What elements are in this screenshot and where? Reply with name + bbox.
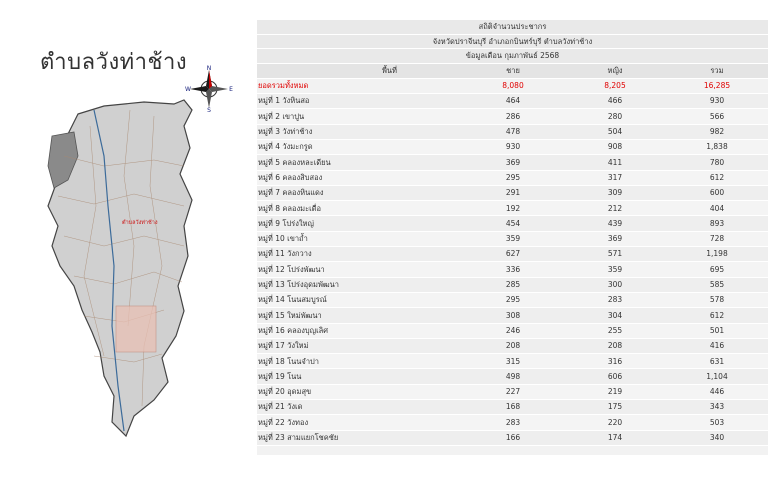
col-header-female: หญิง	[564, 63, 666, 78]
row-male: 930	[462, 139, 564, 154]
compass-e: E	[229, 86, 233, 93]
row-label: หมู่ที่ 8 คลองมะเดื่อ	[257, 201, 462, 216]
table-row	[257, 400, 768, 415]
table-row	[257, 247, 768, 262]
row-label: หมู่ที่ 2 เขาปูน	[257, 109, 462, 124]
row-total: 612	[666, 170, 768, 185]
row-label: หมู่ที่ 10 เขาถ้ำ	[257, 231, 462, 246]
map-area-label: ตำบลวังท่าช้าง	[122, 220, 158, 226]
population-table	[257, 20, 768, 455]
row-female: 316	[564, 354, 666, 369]
row-male: 308	[462, 308, 564, 323]
row-female: 606	[564, 369, 666, 384]
row-label: หมู่ที่ 16 คลองบุญเลิศ	[257, 323, 462, 338]
table-row	[257, 369, 768, 384]
row-male: 498	[462, 369, 564, 384]
row-female: 369	[564, 231, 666, 246]
row-total: 612	[666, 308, 768, 323]
row-total: 404	[666, 201, 768, 216]
row-label: หมู่ที่ 4 วังมะกรูด	[257, 139, 462, 154]
table-row	[257, 323, 768, 338]
compass-s: S	[207, 107, 211, 114]
table-row	[257, 292, 768, 307]
row-male: 478	[462, 124, 564, 139]
row-total: 780	[666, 155, 768, 170]
row-male: 246	[462, 323, 564, 338]
row-female: 300	[564, 277, 666, 292]
table-row	[257, 415, 768, 430]
table-subtitle: จังหวัดปราจีนบุรี อำเภอกบินทร์บุรี ตำบลวังท่าช้าง	[257, 34, 768, 49]
row-female: 466	[564, 94, 666, 109]
row-male: 208	[462, 338, 564, 353]
row-total: 600	[666, 185, 768, 200]
row-female: 175	[564, 400, 666, 415]
col-header-area: พื้นที่	[257, 63, 462, 78]
row-male: 464	[462, 94, 564, 109]
row-female: 280	[564, 109, 666, 124]
row-female: 439	[564, 216, 666, 231]
map-highlight-area	[116, 306, 156, 352]
row-total: 340	[666, 430, 768, 445]
row-total: 585	[666, 277, 768, 292]
row-label: หมู่ที่ 9 โปร่งใหญ่	[257, 216, 462, 231]
table-row	[257, 231, 768, 246]
row-label: หมู่ที่ 7 คลองหินแดง	[257, 185, 462, 200]
table-row	[257, 338, 768, 353]
row-male: 286	[462, 109, 564, 124]
row-total: 1,198	[666, 247, 768, 262]
table-row	[257, 201, 768, 216]
table-row	[257, 308, 768, 323]
row-female: 208	[564, 338, 666, 353]
row-total: 343	[666, 400, 768, 415]
subdistrict-map	[34, 96, 234, 440]
row-label: หมู่ที่ 17 วังใหม่	[257, 338, 462, 353]
row-total: 566	[666, 109, 768, 124]
row-label: หมู่ที่ 19 โนน	[257, 369, 462, 384]
col-header-male: ชาย	[462, 63, 564, 78]
row-male: 295	[462, 170, 564, 185]
total-male: 8,080	[462, 78, 564, 93]
row-label: หมู่ที่ 11 วังกวาง	[257, 247, 462, 262]
table-row	[257, 185, 768, 200]
row-label: หมู่ที่ 12 โปร่งพัฒนา	[257, 262, 462, 277]
table-row	[257, 170, 768, 185]
row-female: 283	[564, 292, 666, 307]
row-male: 315	[462, 354, 564, 369]
table-row	[257, 354, 768, 369]
row-female: 309	[564, 185, 666, 200]
total-female: 8,205	[564, 78, 666, 93]
row-female: 174	[564, 430, 666, 445]
row-male: 359	[462, 231, 564, 246]
row-label: หมู่ที่ 3 วังท่าช้าง	[257, 124, 462, 139]
row-label: หมู่ที่ 18 โนนจำปา	[257, 354, 462, 369]
row-total: 982	[666, 124, 768, 139]
row-label: หมู่ที่ 6 คลองสิบสอง	[257, 170, 462, 185]
table-row	[257, 262, 768, 277]
row-label: หมู่ที่ 1 วังหินสอ	[257, 94, 462, 109]
row-male: 369	[462, 155, 564, 170]
row-female: 908	[564, 139, 666, 154]
row-total: 631	[666, 354, 768, 369]
table-row	[257, 155, 768, 170]
map-title: ตำบลวังท่าช้าง	[40, 50, 188, 75]
row-male: 291	[462, 185, 564, 200]
table-row	[257, 139, 768, 154]
row-male: 295	[462, 292, 564, 307]
row-male: 454	[462, 216, 564, 231]
row-male: 285	[462, 277, 564, 292]
row-total: 728	[666, 231, 768, 246]
row-male: 336	[462, 262, 564, 277]
row-label: หมู่ที่ 5 คลองหละเดียน	[257, 155, 462, 170]
table-date: ข้อมูลเดือน กุมภาพันธ์ 2568	[257, 49, 768, 64]
compass-w: W	[185, 86, 191, 93]
row-label: หมู่ที่ 23 สามแยกโชคชัย	[257, 430, 462, 445]
compass-n: N	[206, 65, 212, 72]
row-label: หมู่ที่ 21 วังเด	[257, 400, 462, 415]
table-title: สถิติจำนวนประชากร	[257, 20, 768, 34]
col-header-total: รวม	[666, 63, 768, 78]
row-total: 930	[666, 94, 768, 109]
row-label: หมู่ที่ 14 โนนสมบูรณ์	[257, 292, 462, 307]
table-row	[257, 94, 768, 109]
row-total: 695	[666, 262, 768, 277]
row-female: 359	[564, 262, 666, 277]
row-total: 1,104	[666, 369, 768, 384]
row-male: 168	[462, 400, 564, 415]
row-label: หมู่ที่ 13 โปร่งอุดมพัฒนา	[257, 277, 462, 292]
table-row	[257, 430, 768, 445]
total-sum: 16,285	[666, 78, 768, 93]
row-female: 212	[564, 201, 666, 216]
row-male: 283	[462, 415, 564, 430]
row-female: 219	[564, 384, 666, 399]
row-total: 893	[666, 216, 768, 231]
row-female: 411	[564, 155, 666, 170]
row-total: 501	[666, 323, 768, 338]
row-total: 578	[666, 292, 768, 307]
row-female: 317	[564, 170, 666, 185]
row-label: หมู่ที่ 15 ใหม่พัฒนา	[257, 308, 462, 323]
table-row	[257, 277, 768, 292]
row-female: 504	[564, 124, 666, 139]
row-male: 192	[462, 201, 564, 216]
row-total: 1,838	[666, 139, 768, 154]
row-total: 416	[666, 338, 768, 353]
row-female: 304	[564, 308, 666, 323]
row-male: 227	[462, 384, 564, 399]
row-female: 255	[564, 323, 666, 338]
table-row	[257, 124, 768, 139]
row-label: หมู่ที่ 22 วังทอง	[257, 415, 462, 430]
row-total: 446	[666, 384, 768, 399]
table-row	[257, 384, 768, 399]
row-total: 503	[666, 415, 768, 430]
row-female: 220	[564, 415, 666, 430]
row-label: หมู่ที่ 20 อุดมสุข	[257, 384, 462, 399]
row-male: 166	[462, 430, 564, 445]
row-male: 627	[462, 247, 564, 262]
row-female: 571	[564, 247, 666, 262]
table-row	[257, 109, 768, 124]
total-label: ยอดรวมทั้งหมด	[257, 78, 462, 93]
table-row	[257, 216, 768, 231]
